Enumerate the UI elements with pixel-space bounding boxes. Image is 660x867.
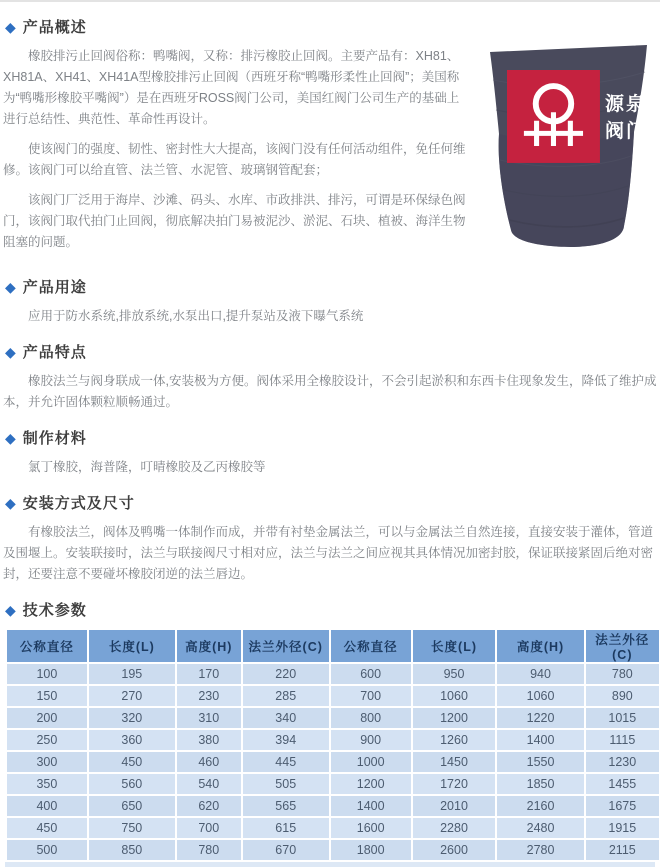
table-cell: 940 bbox=[497, 664, 583, 684]
diamond-bullet-icon: ◆ bbox=[5, 494, 16, 511]
diamond-bullet-icon: ◆ bbox=[5, 278, 16, 295]
usage-paragraph: 应用于防水系统,排放系统,水泵出口,提升泵站及液下曝气系统 bbox=[28, 309, 364, 323]
table-cell: 2280 bbox=[413, 818, 496, 838]
table-cell: 460 bbox=[177, 752, 241, 772]
table-row bbox=[7, 708, 659, 728]
brand-strip bbox=[507, 70, 657, 163]
table-cell: 2600 bbox=[413, 840, 496, 860]
table-cell: 670 bbox=[243, 840, 329, 860]
table-cell: 150 bbox=[7, 686, 87, 706]
table-cell: 1230 bbox=[586, 752, 659, 772]
table-cell: 1675 bbox=[586, 796, 659, 816]
table-cell: 1000 bbox=[331, 752, 411, 772]
table-cell: 620 bbox=[177, 796, 241, 816]
table-row bbox=[7, 796, 659, 816]
table-cell: 1550 bbox=[497, 752, 583, 772]
table-cell: 1450 bbox=[413, 752, 496, 772]
table-cell: 350 bbox=[7, 774, 87, 794]
table-cell: 320 bbox=[89, 708, 175, 728]
table-cell: 800 bbox=[331, 708, 411, 728]
table-cell: 1200 bbox=[331, 774, 411, 794]
section-title-materials: 制作材料 bbox=[22, 430, 87, 447]
table-cell: 950 bbox=[413, 664, 496, 684]
table-cell: 1400 bbox=[497, 730, 583, 750]
section-header-overview bbox=[5, 16, 655, 37]
table-row bbox=[7, 752, 659, 772]
table-header-cell: 法兰外径(C) bbox=[586, 630, 659, 662]
table-cell: 780 bbox=[177, 840, 241, 860]
table-cell: 1800 bbox=[331, 840, 411, 860]
table-cell: 2480 bbox=[497, 818, 583, 838]
table-row bbox=[7, 774, 659, 794]
table-cell: 650 bbox=[89, 796, 175, 816]
table-cell: 450 bbox=[7, 818, 87, 838]
section-header-tech-params bbox=[5, 599, 655, 620]
table-cell: 270 bbox=[89, 686, 175, 706]
product-photo-duckbill-valve bbox=[481, 40, 657, 254]
section-header-materials bbox=[5, 427, 655, 448]
table-row bbox=[7, 730, 659, 750]
table-cell: 1400 bbox=[331, 796, 411, 816]
table-cell: 450 bbox=[89, 752, 175, 772]
product-page bbox=[0, 16, 660, 867]
table-cell: 250 bbox=[7, 730, 87, 750]
section-title-usage: 产品用途 bbox=[22, 279, 87, 296]
table-header-cell: 高度(H) bbox=[177, 630, 241, 662]
table-cell: 850 bbox=[89, 840, 175, 860]
table-cell: 1720 bbox=[413, 774, 496, 794]
table-cell: 340 bbox=[243, 708, 329, 728]
table-cell: 1115 bbox=[586, 730, 659, 750]
section-title-overview: 产品概述 bbox=[22, 19, 87, 36]
table-cell: 565 bbox=[243, 796, 329, 816]
table-cell: 310 bbox=[177, 708, 241, 728]
table-cell: 2780 bbox=[497, 840, 583, 860]
brand-name: 源泉阀门 bbox=[604, 94, 647, 143]
table-header-cell: 高度(H) bbox=[497, 630, 583, 662]
overview-paragraph-1: 橡胶排污止回阀俗称：鸭嘴阀，又称：排污橡胶止回阀。主要产品有：XH81、XH81A、XH41、XH41A型橡胶排污止回阀（西班牙称“鸭嘴形柔性止回阀”；美国称为“鸭嘴形橡胶平嘴阀”）是在西班牙ROSS阀门公司，美国红阀门公司生产的基础上进行总结性、典范性、革命性再设计。 bbox=[3, 49, 460, 126]
table-cell: 615 bbox=[243, 818, 329, 838]
diamond-bullet-icon: ◆ bbox=[5, 429, 16, 446]
section-header-features bbox=[5, 341, 655, 362]
table-cell: 2115 bbox=[586, 840, 659, 860]
table-cell: 360 bbox=[89, 730, 175, 750]
table-body bbox=[7, 664, 659, 860]
table-cell: 380 bbox=[177, 730, 241, 750]
table-cell: 230 bbox=[177, 686, 241, 706]
table-cell: 500 bbox=[7, 840, 87, 860]
diamond-bullet-icon: ◆ bbox=[5, 18, 16, 35]
table-cell: 1260 bbox=[413, 730, 496, 750]
table-cell: 300 bbox=[7, 752, 87, 772]
table-cell: 100 bbox=[7, 664, 87, 684]
table-cell: 900 bbox=[331, 730, 411, 750]
overview-block bbox=[3, 46, 657, 262]
section-title-installation: 安装方式及尺寸 bbox=[22, 495, 135, 512]
table-header-cell: 长度(L) bbox=[413, 630, 496, 662]
table-cell: 780 bbox=[586, 664, 659, 684]
table-row bbox=[7, 840, 659, 860]
table-row bbox=[7, 664, 659, 684]
table-cell: 2160 bbox=[497, 796, 583, 816]
overview-paragraph-3: 该阀门厂泛用于海岸、沙滩、码头、水库、市政排洪、排污，可谓是环保绿色阀门，该阀门取代拍门止回阀，彻底解决拍门易被泥沙、淤泥、石块、植被、海洋生物阻塞的问题。 bbox=[3, 193, 466, 249]
table-cell: 1200 bbox=[413, 708, 496, 728]
table-cell: 1455 bbox=[586, 774, 659, 794]
table-header-cell: 长度(L) bbox=[89, 630, 175, 662]
table-cell: 285 bbox=[243, 686, 329, 706]
tech-params-table-wrap bbox=[3, 628, 657, 867]
table-row bbox=[7, 818, 659, 838]
table-row bbox=[7, 686, 659, 706]
table-cell: 2010 bbox=[413, 796, 496, 816]
section-title-features: 产品特点 bbox=[22, 344, 87, 361]
table-cell: 394 bbox=[243, 730, 329, 750]
table-cell: 1015 bbox=[586, 708, 659, 728]
table-cell: 1060 bbox=[413, 686, 496, 706]
table-cell: 1915 bbox=[586, 818, 659, 838]
table-cell: 560 bbox=[89, 774, 175, 794]
section-title-tech-params: 技术参数 bbox=[22, 602, 87, 619]
table-cell: 700 bbox=[331, 686, 411, 706]
table-cell: 750 bbox=[89, 818, 175, 838]
table-cell: 505 bbox=[243, 774, 329, 794]
table-cell: 170 bbox=[177, 664, 241, 684]
materials-paragraph: 氯丁橡胶，海普隆，叮晴橡胶及乙丙橡胶等 bbox=[28, 460, 266, 474]
installation-paragraph: 有橡胶法兰，阀体及鸭嘴一体制作而成，并带有衬垫金属法兰，可以与金属法兰自然连接，直接安装于灌体，管道及围堰上。安装联接时，法兰与联接阀尺寸相对应，法兰与法兰之间应视其具体情况加密封胶，保证联接紧固后绝对密封，还要注意不要碰坏橡胶闭逆的法兰唇边。 bbox=[3, 525, 654, 581]
table-cell: 1220 bbox=[497, 708, 583, 728]
table-cell: 540 bbox=[177, 774, 241, 794]
table-cell: 400 bbox=[7, 796, 87, 816]
table-header-row bbox=[7, 630, 659, 662]
table-cell: 220 bbox=[243, 664, 329, 684]
table-header-cell: 公称直径 bbox=[7, 630, 87, 662]
fountain-monogram-icon bbox=[507, 70, 600, 163]
section-header-installation bbox=[5, 492, 655, 513]
table-cell: 445 bbox=[243, 752, 329, 772]
features-paragraph: 橡胶法兰与阀身联成一体,安装极为方便。阀体采用全橡胶设计，不会引起淤积和东西卡住现象发生，降低了维护成本，并允许固体颗粒顺畅通过。 bbox=[3, 374, 657, 409]
diamond-bullet-icon: ◆ bbox=[5, 343, 16, 360]
tech-params-table bbox=[5, 628, 660, 862]
section-header-usage bbox=[5, 276, 655, 297]
table-cell: 890 bbox=[586, 686, 659, 706]
table-cell: 195 bbox=[89, 664, 175, 684]
diamond-bullet-icon: ◆ bbox=[5, 601, 16, 618]
table-header-cell: 法兰外径(C) bbox=[243, 630, 329, 662]
table-cell: 1060 bbox=[497, 686, 583, 706]
table-cell: 1600 bbox=[331, 818, 411, 838]
table-cell: 1850 bbox=[497, 774, 583, 794]
table-cell: 600 bbox=[331, 664, 411, 684]
table-cell: 200 bbox=[7, 708, 87, 728]
table-footer-strip bbox=[5, 862, 655, 867]
table-header-cell: 公称直径 bbox=[331, 630, 411, 662]
overview-paragraph-2: 使该阀门的强度、韧性、密封性大大提高，该阀门没有任何活动组件，免任何维修。该阀门可以给直管、法兰管、水泥管、玻璃钢管配套； bbox=[3, 142, 466, 177]
table-cell: 700 bbox=[177, 818, 241, 838]
